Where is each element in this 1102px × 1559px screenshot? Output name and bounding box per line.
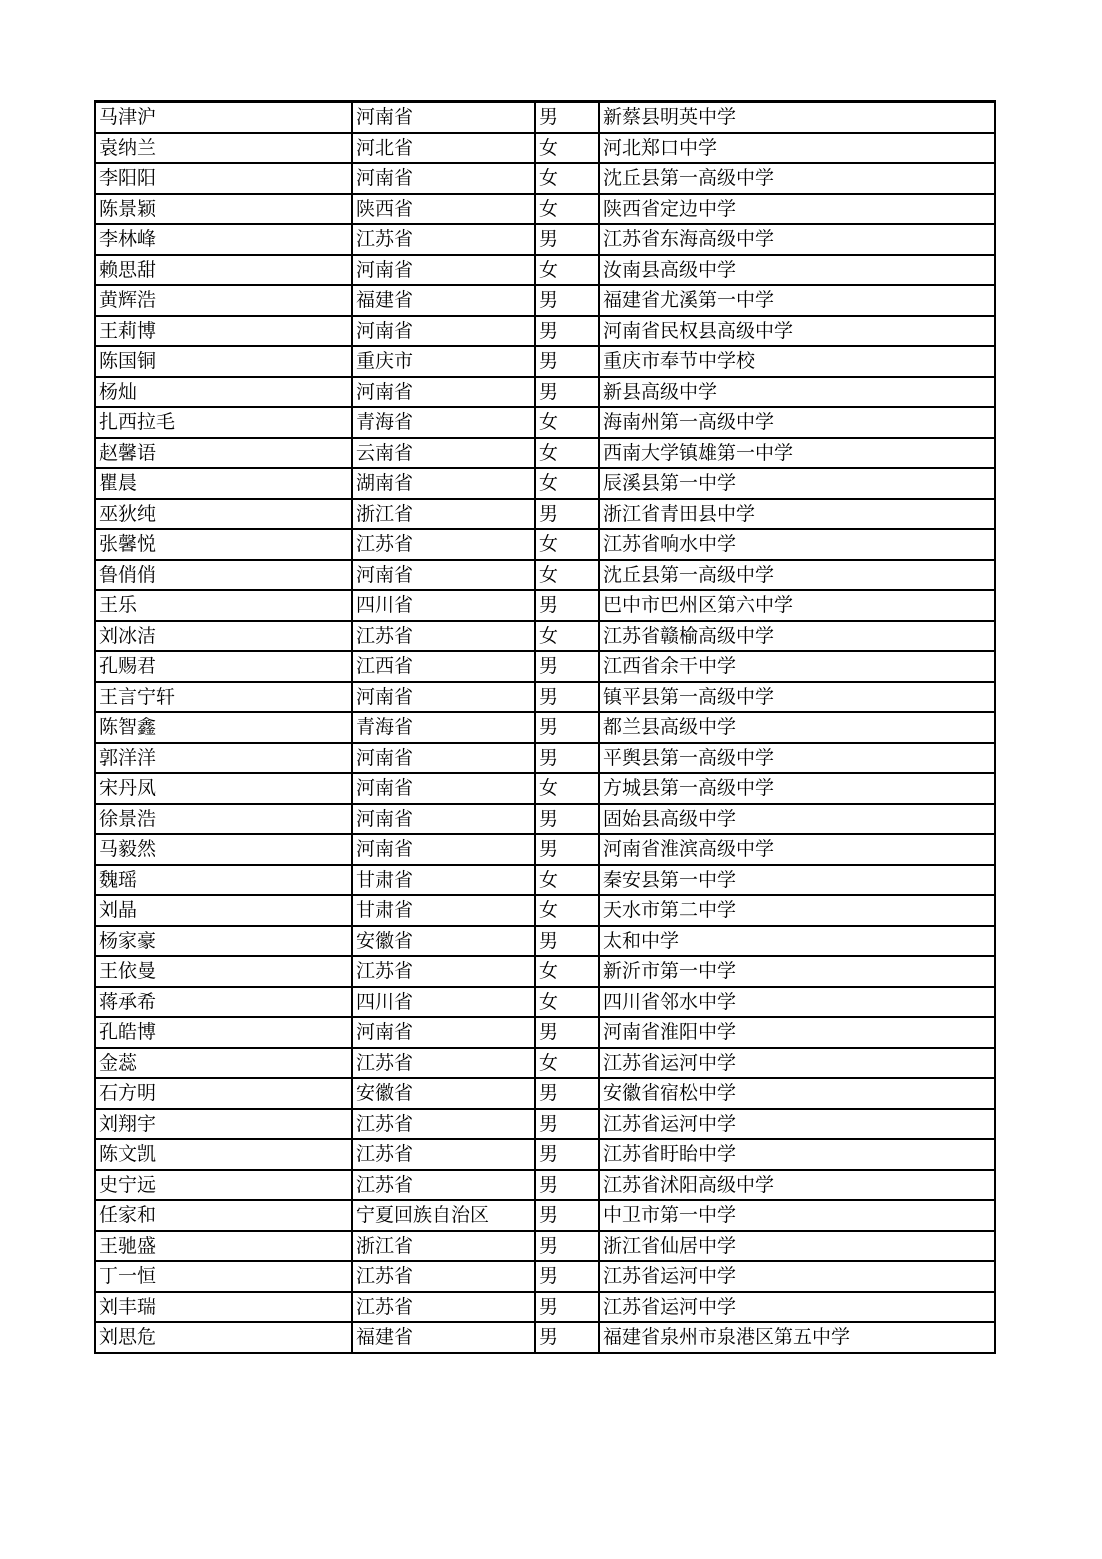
gender-cell: 男 — [535, 1322, 599, 1353]
student-name-cell: 陈景颖 — [95, 194, 352, 225]
student-name-cell: 宋丹凤 — [95, 773, 352, 804]
table-row — [95, 163, 995, 194]
school-cell: 新县高级中学 — [599, 377, 995, 408]
table-row — [95, 285, 995, 316]
province-cell: 青海省 — [352, 712, 535, 743]
table-row — [95, 895, 995, 926]
gender-cell: 男 — [535, 1231, 599, 1262]
gender-cell: 女 — [535, 438, 599, 469]
province-cell: 河南省 — [352, 804, 535, 835]
school-cell: 平舆县第一高级中学 — [599, 743, 995, 774]
table-row — [95, 621, 995, 652]
school-cell: 河南省淮滨高级中学 — [599, 834, 995, 865]
province-cell: 安徽省 — [352, 926, 535, 957]
student-name-cell: 马津沪 — [95, 102, 352, 133]
student-name-cell: 陈国铜 — [95, 346, 352, 377]
province-cell: 江苏省 — [352, 1292, 535, 1323]
province-cell: 江苏省 — [352, 1261, 535, 1292]
gender-cell: 男 — [535, 682, 599, 713]
gender-cell: 女 — [535, 194, 599, 225]
gender-cell: 男 — [535, 1078, 599, 1109]
gender-cell: 女 — [535, 560, 599, 591]
table-row — [95, 1261, 995, 1292]
province-cell: 河南省 — [352, 834, 535, 865]
gender-cell: 女 — [535, 468, 599, 499]
table-row — [95, 224, 995, 255]
gender-cell: 男 — [535, 102, 599, 133]
student-name-cell: 王驰盛 — [95, 1231, 352, 1262]
student-name-cell: 李阳阳 — [95, 163, 352, 194]
table-row — [95, 1322, 995, 1353]
student-name-cell: 郭洋洋 — [95, 743, 352, 774]
school-cell: 福建省尤溪第一中学 — [599, 285, 995, 316]
province-cell: 河南省 — [352, 773, 535, 804]
student-name-cell: 鲁俏俏 — [95, 560, 352, 591]
province-cell: 甘肃省 — [352, 895, 535, 926]
school-cell: 浙江省青田县中学 — [599, 499, 995, 530]
province-cell: 宁夏回族自治区 — [352, 1200, 535, 1231]
province-cell: 江苏省 — [352, 529, 535, 560]
gender-cell: 女 — [535, 865, 599, 896]
student-name-cell: 杨灿 — [95, 377, 352, 408]
school-cell: 河南省民权县高级中学 — [599, 316, 995, 347]
gender-cell: 男 — [535, 590, 599, 621]
table-row — [95, 377, 995, 408]
roster-body — [95, 102, 995, 1353]
gender-cell: 女 — [535, 133, 599, 164]
table-row — [95, 926, 995, 957]
province-cell: 陕西省 — [352, 194, 535, 225]
table-row — [95, 1109, 995, 1140]
school-cell: 浙江省仙居中学 — [599, 1231, 995, 1262]
student-name-cell: 徐景浩 — [95, 804, 352, 835]
student-name-cell: 孔皓博 — [95, 1017, 352, 1048]
student-name-cell: 陈文凯 — [95, 1139, 352, 1170]
school-cell: 河南省淮阳中学 — [599, 1017, 995, 1048]
province-cell: 福建省 — [352, 1322, 535, 1353]
table-row — [95, 590, 995, 621]
table-row — [95, 499, 995, 530]
gender-cell: 男 — [535, 346, 599, 377]
province-cell: 浙江省 — [352, 1231, 535, 1262]
school-cell: 沈丘县第一高级中学 — [599, 163, 995, 194]
school-cell: 西南大学镇雄第一中学 — [599, 438, 995, 469]
gender-cell: 女 — [535, 529, 599, 560]
table-row — [95, 529, 995, 560]
table-row — [95, 712, 995, 743]
student-name-cell: 马毅然 — [95, 834, 352, 865]
student-name-cell: 扎西拉毛 — [95, 407, 352, 438]
student-name-cell: 瞿晨 — [95, 468, 352, 499]
student-name-cell: 黄辉浩 — [95, 285, 352, 316]
province-cell: 河南省 — [352, 102, 535, 133]
student-name-cell: 刘翔宇 — [95, 1109, 352, 1140]
student-roster-table — [94, 100, 996, 1354]
student-name-cell: 石方明 — [95, 1078, 352, 1109]
gender-cell: 女 — [535, 163, 599, 194]
school-cell: 辰溪县第一中学 — [599, 468, 995, 499]
school-cell: 陕西省定边中学 — [599, 194, 995, 225]
province-cell: 河南省 — [352, 163, 535, 194]
school-cell: 新蔡县明英中学 — [599, 102, 995, 133]
gender-cell: 女 — [535, 895, 599, 926]
student-name-cell: 袁纳兰 — [95, 133, 352, 164]
gender-cell: 男 — [535, 926, 599, 957]
school-cell: 江苏省盱眙中学 — [599, 1139, 995, 1170]
gender-cell: 男 — [535, 834, 599, 865]
province-cell: 河南省 — [352, 682, 535, 713]
school-cell: 中卫市第一中学 — [599, 1200, 995, 1231]
school-cell: 江苏省东海高级中学 — [599, 224, 995, 255]
province-cell: 江苏省 — [352, 1139, 535, 1170]
province-cell: 浙江省 — [352, 499, 535, 530]
school-cell: 江苏省沭阳高级中学 — [599, 1170, 995, 1201]
gender-cell: 男 — [535, 1017, 599, 1048]
table-row — [95, 1292, 995, 1323]
province-cell: 河南省 — [352, 743, 535, 774]
gender-cell: 男 — [535, 1292, 599, 1323]
table-row — [95, 834, 995, 865]
province-cell: 河南省 — [352, 316, 535, 347]
table-row — [95, 133, 995, 164]
table-row — [95, 438, 995, 469]
table-row — [95, 1231, 995, 1262]
student-name-cell: 金蕊 — [95, 1048, 352, 1079]
school-cell: 镇平县第一高级中学 — [599, 682, 995, 713]
table-row — [95, 1017, 995, 1048]
province-cell: 江苏省 — [352, 224, 535, 255]
school-cell: 福建省泉州市泉港区第五中学 — [599, 1322, 995, 1353]
table-row — [95, 682, 995, 713]
province-cell: 河南省 — [352, 1017, 535, 1048]
gender-cell: 男 — [535, 804, 599, 835]
student-name-cell: 蒋承希 — [95, 987, 352, 1018]
province-cell: 四川省 — [352, 987, 535, 1018]
province-cell: 河南省 — [352, 377, 535, 408]
school-cell: 方城县第一高级中学 — [599, 773, 995, 804]
table-row — [95, 407, 995, 438]
province-cell: 江苏省 — [352, 1048, 535, 1079]
table-row — [95, 346, 995, 377]
table-row — [95, 1078, 995, 1109]
student-name-cell: 史宁远 — [95, 1170, 352, 1201]
gender-cell: 男 — [535, 224, 599, 255]
table-row — [95, 651, 995, 682]
gender-cell: 男 — [535, 1109, 599, 1140]
table-row — [95, 804, 995, 835]
student-name-cell: 王乐 — [95, 590, 352, 621]
province-cell: 重庆市 — [352, 346, 535, 377]
gender-cell: 女 — [535, 621, 599, 652]
table-row — [95, 1170, 995, 1201]
province-cell: 四川省 — [352, 590, 535, 621]
school-cell: 江苏省赣榆高级中学 — [599, 621, 995, 652]
student-name-cell: 丁一恒 — [95, 1261, 352, 1292]
school-cell: 安徽省宿松中学 — [599, 1078, 995, 1109]
gender-cell: 男 — [535, 1170, 599, 1201]
province-cell: 河北省 — [352, 133, 535, 164]
gender-cell: 女 — [535, 255, 599, 286]
gender-cell: 男 — [535, 1261, 599, 1292]
student-name-cell: 赖思甜 — [95, 255, 352, 286]
school-cell: 新沂市第一中学 — [599, 956, 995, 987]
table-row — [95, 1139, 995, 1170]
table-row — [95, 316, 995, 347]
province-cell: 江苏省 — [352, 621, 535, 652]
student-name-cell: 赵馨语 — [95, 438, 352, 469]
gender-cell: 男 — [535, 743, 599, 774]
province-cell: 河南省 — [352, 560, 535, 591]
gender-cell: 男 — [535, 499, 599, 530]
school-cell: 巴中市巴州区第六中学 — [599, 590, 995, 621]
school-cell: 海南州第一高级中学 — [599, 407, 995, 438]
school-cell: 都兰县高级中学 — [599, 712, 995, 743]
province-cell: 江苏省 — [352, 956, 535, 987]
student-name-cell: 刘晶 — [95, 895, 352, 926]
student-name-cell: 张馨悦 — [95, 529, 352, 560]
student-name-cell: 李林峰 — [95, 224, 352, 255]
student-name-cell: 杨家豪 — [95, 926, 352, 957]
school-cell: 江苏省运河中学 — [599, 1048, 995, 1079]
table-row — [95, 1048, 995, 1079]
student-name-cell: 刘冰洁 — [95, 621, 352, 652]
school-cell: 江西省余干中学 — [599, 651, 995, 682]
gender-cell: 男 — [535, 651, 599, 682]
school-cell: 重庆市奉节中学校 — [599, 346, 995, 377]
school-cell: 天水市第二中学 — [599, 895, 995, 926]
table-row — [95, 1200, 995, 1231]
student-name-cell: 孔赐君 — [95, 651, 352, 682]
gender-cell: 男 — [535, 285, 599, 316]
gender-cell: 女 — [535, 1048, 599, 1079]
province-cell: 江西省 — [352, 651, 535, 682]
student-name-cell: 刘丰瑞 — [95, 1292, 352, 1323]
table-row — [95, 560, 995, 591]
province-cell: 云南省 — [352, 438, 535, 469]
table-row — [95, 865, 995, 896]
gender-cell: 男 — [535, 712, 599, 743]
school-cell: 江苏省响水中学 — [599, 529, 995, 560]
student-name-cell: 陈智鑫 — [95, 712, 352, 743]
gender-cell: 女 — [535, 407, 599, 438]
table-row — [95, 468, 995, 499]
school-cell: 河北郑口中学 — [599, 133, 995, 164]
gender-cell: 女 — [535, 987, 599, 1018]
school-cell: 江苏省运河中学 — [599, 1261, 995, 1292]
school-cell: 汝南县高级中学 — [599, 255, 995, 286]
gender-cell: 男 — [535, 377, 599, 408]
gender-cell: 男 — [535, 316, 599, 347]
student-name-cell: 王莉博 — [95, 316, 352, 347]
table-row — [95, 743, 995, 774]
province-cell: 甘肃省 — [352, 865, 535, 896]
gender-cell: 女 — [535, 773, 599, 804]
gender-cell: 男 — [535, 1200, 599, 1231]
gender-cell: 男 — [535, 1139, 599, 1170]
school-cell: 沈丘县第一高级中学 — [599, 560, 995, 591]
table-row — [95, 194, 995, 225]
school-cell: 江苏省运河中学 — [599, 1109, 995, 1140]
province-cell: 江苏省 — [352, 1109, 535, 1140]
school-cell: 四川省邻水中学 — [599, 987, 995, 1018]
gender-cell: 女 — [535, 956, 599, 987]
province-cell: 江苏省 — [352, 1170, 535, 1201]
province-cell: 安徽省 — [352, 1078, 535, 1109]
table-row — [95, 773, 995, 804]
student-name-cell: 巫狄纯 — [95, 499, 352, 530]
table-row — [95, 956, 995, 987]
province-cell: 湖南省 — [352, 468, 535, 499]
student-name-cell: 魏瑶 — [95, 865, 352, 896]
student-name-cell: 王依曼 — [95, 956, 352, 987]
student-name-cell: 任家和 — [95, 1200, 352, 1231]
student-name-cell: 刘思危 — [95, 1322, 352, 1353]
table-row — [95, 987, 995, 1018]
school-cell: 固始县高级中学 — [599, 804, 995, 835]
table-row — [95, 255, 995, 286]
school-cell: 江苏省运河中学 — [599, 1292, 995, 1323]
province-cell: 青海省 — [352, 407, 535, 438]
school-cell: 太和中学 — [599, 926, 995, 957]
province-cell: 福建省 — [352, 285, 535, 316]
student-name-cell: 王言宁轩 — [95, 682, 352, 713]
school-cell: 秦安县第一中学 — [599, 865, 995, 896]
province-cell: 河南省 — [352, 255, 535, 286]
table-row — [95, 102, 995, 133]
